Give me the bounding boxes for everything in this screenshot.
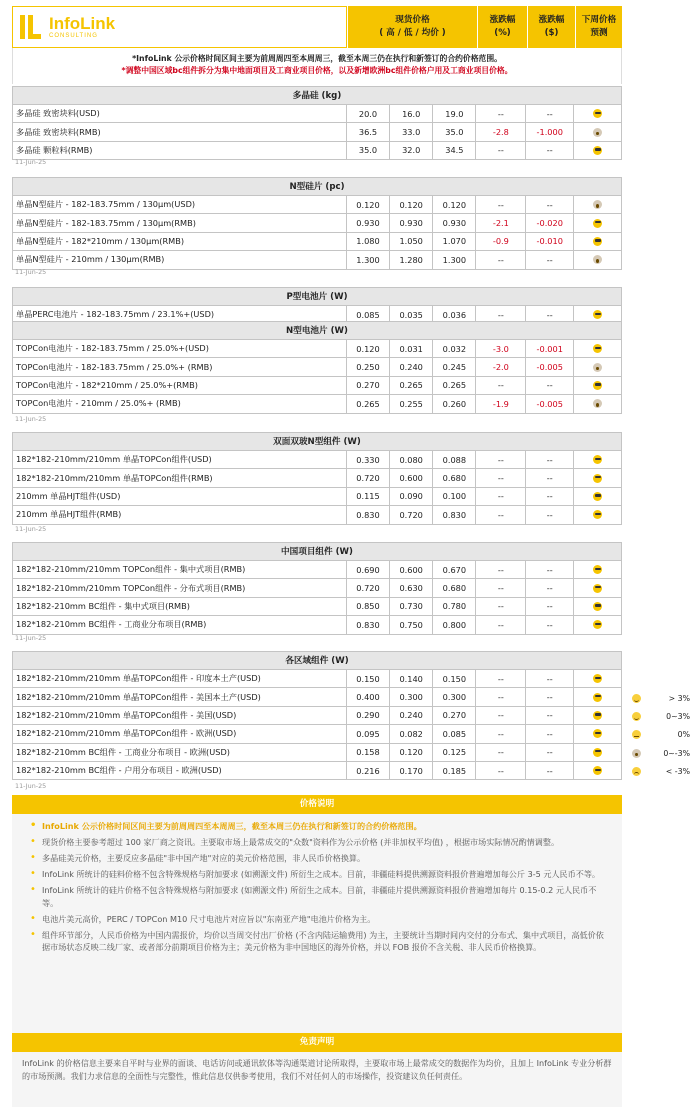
price-high: 0.930 [347,214,390,231]
price-avg: 0.245 [433,358,476,375]
explanation-item: • 组件环节部分，人民币价格为中国内需报价，均价以当周交付出厂价格 (不含内陆运输费用) 为主，主要统计当期时间内交付的分布式、集中式项目，高低价依据市场状态反映二线厂家、或者部分前期项目价格为主；美元价格为非中国地区的海外价格，并以 FOB 报价不含关税、非人民币价格换算。 [26,929,608,954]
price-low: 0.240 [390,707,433,724]
forecast-cell [574,579,621,596]
disclaimer [12,1033,622,1107]
table-row [12,688,622,706]
price-avg: 0.150 [433,670,476,687]
cool-face-icon [593,146,602,155]
table-row [12,725,622,743]
table-row [12,251,622,269]
table-row [12,616,622,634]
table-row [12,598,622,616]
price-high: 0.720 [347,469,390,486]
forecast-cell [574,598,621,615]
price-avg: 35.0 [433,123,476,140]
price-section [12,177,622,270]
brand-logo [12,6,347,48]
shock-face-icon [632,749,641,758]
product-name: 单晶PERC电池片 - 182-183.75mm / 23.1%+(USD) [13,306,347,323]
forecast-cell [574,488,621,505]
change-usd: -0.005 [526,395,574,412]
shock-face-icon [593,200,602,209]
section-title: 多晶硅 (kg) [12,86,622,105]
change-usd: -- [526,579,574,596]
forecast-cell [574,762,621,779]
price-avg: 0.270 [433,707,476,724]
change-usd: -- [526,670,574,687]
change-pct: -2.8 [476,123,526,140]
infolink-logo-icon [19,13,43,41]
forecast-cell [574,616,621,633]
forecast-cell [574,451,621,468]
product-name: 182*182-210mm BC组件 - 工商业分布项目(RMB) [13,616,347,633]
price-avg: 0.670 [433,561,476,578]
cool-face-icon [593,510,602,519]
change-pct: -- [476,725,526,742]
forecast-cell [574,506,621,523]
legend-item [632,744,692,762]
explanation-item: • InfoLink 所统计的硅片价格不包含特殊规格与附加要求 (如溯源文件) 所衍生之成本。目前，非疆硅片提供溯源资料报价普遍增加每片 0.15-0.2 元人民币不等。 [26,884,608,909]
price-low: 0.240 [390,358,433,375]
change-pct: -- [476,306,526,323]
table-row [12,142,622,160]
price-avg: 1.300 [433,251,476,268]
date-label: 11-Jun-25 [15,634,47,642]
price-avg: 0.265 [433,377,476,394]
price-section [12,321,622,414]
explanation-item: • InfoLink 所统计的硅料价格不包含特殊规格与附加要求 (如溯源文件) 所衍生之成本。目前，非疆硅料提供溯源资料报价普遍增加每公斤 3-5 元人民币不等。 [26,868,608,881]
price-low: 1.280 [390,251,433,268]
change-pct: -- [476,561,526,578]
product-name: 182*182-210mm BC组件 - 户用分布项目 - 欧洲(USD) [13,762,347,779]
price-avg: 0.032 [433,340,476,357]
price-avg: 0.830 [433,506,476,523]
change-usd: -- [526,488,574,505]
change-usd: -- [526,196,574,213]
table-row [12,233,622,251]
table-row [12,670,622,688]
cool-face-icon [593,693,602,702]
product-name: TOPCon电池片 - 182-183.75mm / 25.0%+ (RMB) [13,358,347,375]
price-section [12,86,622,160]
forecast-legend [632,689,692,781]
section-title: N型电池片 (W) [12,321,622,340]
price-high: 0.158 [347,744,390,761]
change-usd: -0.001 [526,340,574,357]
price-avg: 0.120 [433,196,476,213]
product-name: 182*182-210mm/210mm 单晶TOPCon组件(RMB) [13,469,347,486]
forecast-cell [574,251,621,268]
price-low: 33.0 [390,123,433,140]
forecast-cell [574,358,621,375]
change-pct: -- [476,451,526,468]
explanation-item: • InfoLink 公示价格时间区间主要为前周周四至本周周三，截至本周三仍在执行和新签订的合约价格范围。 [26,820,608,833]
price-low: 0.031 [390,340,433,357]
price-high: 0.330 [347,451,390,468]
price-avg: 0.036 [433,306,476,323]
price-low: 0.300 [390,688,433,705]
price-low: 1.050 [390,233,433,250]
table-row [12,469,622,487]
price-high: 36.5 [347,123,390,140]
price-avg: 0.680 [433,469,476,486]
price-low: 0.600 [390,469,433,486]
header-change-usd: 涨跌幅 ($) [527,6,575,48]
note-line-2: *调整中国区域bc组件拆分为集中地面项目及工商业项目价格，以及新增欧洲bc组件价格户用及工商业项目价格。 [121,66,513,76]
change-pct: -- [476,744,526,761]
price-low: 16.0 [390,105,433,122]
cool-face-icon [593,729,602,738]
forecast-cell [574,196,621,213]
forecast-cell [574,670,621,687]
price-low: 0.265 [390,377,433,394]
price-high: 0.120 [347,340,390,357]
cool-face-icon [593,310,602,319]
price-avg: 19.0 [433,105,476,122]
table-row [12,561,622,579]
price-low: 0.120 [390,744,433,761]
forecast-cell [574,105,621,122]
product-name: 多晶硅 颗粒料(RMB) [13,142,347,159]
price-avg: 0.185 [433,762,476,779]
change-usd: -- [526,616,574,633]
disclaimer-text: InfoLink 的价格信息主要来自平时与业界的面谈、电话访问或通讯软体等沟通渠道讨论所取得，主要取市场上最常成交的数据作为均价，且加上 InfoLink 专业分析群的市场预测。我们力求信息的全面性与完整性，惟此信息仅供参考使用，我们不对任何人的市场操作，投资建议负任何责任。 [22,1058,612,1081]
price-avg: 1.070 [433,233,476,250]
sad-face-icon [632,767,641,776]
table-row [12,105,622,123]
cool-face-icon [593,674,602,683]
price-high: 0.830 [347,506,390,523]
table-row [12,395,622,413]
price-high: 20.0 [347,105,390,122]
price-high: 0.216 [347,762,390,779]
forecast-cell [574,469,621,486]
product-name: 182*182-210mm BC组件 - 集中式项目(RMB) [13,598,347,615]
change-usd: -- [526,725,574,742]
price-avg: 0.100 [433,488,476,505]
price-low: 0.730 [390,598,433,615]
price-explanation [12,795,622,1033]
legend-item [632,763,692,781]
table-row [12,451,622,469]
change-pct: -- [476,579,526,596]
date-label: 11-Jun-25 [15,415,47,423]
price-avg: 0.780 [433,598,476,615]
explanation-title: 价格说明 [12,795,622,814]
cool-face-icon [593,584,602,593]
product-name: 182*182-210mm/210mm 单晶TOPCon组件 - 印度本土产(USD) [13,670,347,687]
change-usd: -- [526,744,574,761]
product-name: 182*182-210mm/210mm 单晶TOPCon组件 - 欧洲(USD) [13,725,347,742]
legend-item [632,707,692,725]
cool-face-icon [593,565,602,574]
change-usd: -- [526,306,574,323]
product-name: 182*182-210mm/210mm 单晶TOPCon组件(USD) [13,451,347,468]
product-name: 182*182-210mm BC组件 - 工商业分布项目 - 欧洲(USD) [13,744,347,761]
price-section [12,542,622,635]
table-row [12,340,622,358]
price-avg: 34.5 [433,142,476,159]
table-row [12,377,622,395]
change-pct: -- [476,251,526,268]
price-avg: 0.300 [433,688,476,705]
change-pct: -3.0 [476,340,526,357]
price-low: 0.630 [390,579,433,596]
section-title: 各区域组件 (W) [12,651,622,670]
cool-face-icon [593,620,602,629]
price-low: 0.090 [390,488,433,505]
change-usd: -0.005 [526,358,574,375]
price-section [12,287,622,324]
date-label: 11-Jun-25 [15,525,47,533]
section-title: 中国项目组件 (W) [12,542,622,561]
change-usd: -- [526,688,574,705]
table-row [12,196,622,214]
product-name: 多晶硅 致密块料(RMB) [13,123,347,140]
header-forecast: 下周价格 预测 [575,6,622,48]
product-name: 210mm 单晶HJT组件(USD) [13,488,347,505]
notes-banner [12,48,622,84]
cool-face-icon [593,492,602,501]
date-label: 11-Jun-25 [15,268,47,276]
table-row [12,707,622,725]
product-name: TOPCon电池片 - 182*210mm / 25.0%+(RMB) [13,377,347,394]
table-row [12,506,622,524]
forecast-cell [574,725,621,742]
product-name: 单晶N型硅片 - 210mm / 130μm(RMB) [13,251,347,268]
table-header [12,6,622,48]
legend-label: 0~-3% [663,748,690,758]
price-low: 0.170 [390,762,433,779]
legend-label: 0% [677,730,690,740]
disclaimer-title: 免责声明 [12,1033,622,1052]
change-usd: -- [526,451,574,468]
change-pct: -- [476,670,526,687]
date-label: 11-Jun-25 [15,782,47,790]
flat-face-icon [632,730,641,739]
change-usd: -- [526,707,574,724]
change-pct: -- [476,688,526,705]
forecast-cell [574,561,621,578]
change-pct: -- [476,762,526,779]
legend-item [632,726,692,744]
shock-face-icon [593,399,602,408]
price-high: 35.0 [347,142,390,159]
change-usd: -- [526,598,574,615]
price-avg: 0.125 [433,744,476,761]
price-high: 0.085 [347,306,390,323]
section-title: N型硅片 (pc) [12,177,622,196]
explanation-item: • 多晶硅美元价格，主要反应多晶硅"非中国产地"对应的美元价格范围，非人民币价格换算。 [26,852,608,865]
cool-face-icon [593,455,602,464]
cool-face-icon [593,219,602,228]
change-usd: -- [526,105,574,122]
change-pct: -- [476,707,526,724]
forecast-cell [574,123,621,140]
change-pct: -- [476,469,526,486]
brand-name: InfoLink [49,14,116,33]
product-name: 210mm 单晶HJT组件(RMB) [13,506,347,523]
price-low: 32.0 [390,142,433,159]
change-pct: -- [476,506,526,523]
change-usd: -- [526,762,574,779]
price-avg: 0.088 [433,451,476,468]
product-name: 多晶硅 致密块料(USD) [13,105,347,122]
price-low: 0.600 [390,561,433,578]
shock-face-icon [593,363,602,372]
product-name: 182*182-210mm/210mm 单晶TOPCon组件 - 美国(USD) [13,707,347,724]
cool-face-icon [593,109,602,118]
price-high: 0.250 [347,358,390,375]
price-high: 0.290 [347,707,390,724]
price-high: 0.830 [347,616,390,633]
change-pct: -- [476,105,526,122]
change-pct: -- [476,598,526,615]
forecast-cell [574,142,621,159]
forecast-cell [574,340,621,357]
price-high: 0.095 [347,725,390,742]
forecast-cell [574,214,621,231]
price-low: 0.082 [390,725,433,742]
table-row [12,762,622,780]
price-low: 0.930 [390,214,433,231]
change-usd: -- [526,469,574,486]
price-low: 0.255 [390,395,433,412]
date-label: 11-Jun-25 [15,158,47,166]
change-usd: -- [526,561,574,578]
forecast-cell [574,233,621,250]
price-low: 0.120 [390,196,433,213]
price-low: 0.035 [390,306,433,323]
cool-face-icon [593,381,602,390]
change-pct: -- [476,488,526,505]
product-name: 单晶N型硅片 - 182-183.75mm / 130μm(RMB) [13,214,347,231]
price-high: 0.115 [347,488,390,505]
explanation-item: • 现货价格主要参考超过 100 家厂商之资讯。主要取市场上最常成交的"众数"资料作为公示价格 (并非加权平均值) ，根据市场实际情况酌情调整。 [26,836,608,849]
price-high: 0.150 [347,670,390,687]
price-low: 0.750 [390,616,433,633]
price-low: 0.720 [390,506,433,523]
price-section [12,651,622,780]
cool-face-icon [593,602,602,611]
change-pct: -- [476,142,526,159]
forecast-cell [574,688,621,705]
product-name: TOPCon电池片 - 210mm / 25.0%+ (RMB) [13,395,347,412]
change-usd: -0.010 [526,233,574,250]
legend-item [632,689,692,707]
change-usd: -1.000 [526,123,574,140]
product-name: 单晶N型硅片 - 182-183.75mm / 130μm(USD) [13,196,347,213]
cool-face-icon [593,766,602,775]
forecast-cell [574,707,621,724]
change-pct: -0.9 [476,233,526,250]
explanation-list [12,814,622,954]
price-high: 0.690 [347,561,390,578]
change-pct: -- [476,616,526,633]
forecast-cell [574,744,621,761]
forecast-cell [574,395,621,412]
change-usd: -0.020 [526,214,574,231]
change-pct: -1.9 [476,395,526,412]
price-high: 0.270 [347,377,390,394]
product-name: 单晶N型硅片 - 182*210mm / 130μm(RMB) [13,233,347,250]
change-pct: -- [476,196,526,213]
cool-face-icon [593,711,602,720]
forecast-cell [574,377,621,394]
price-avg: 0.260 [433,395,476,412]
price-avg: 0.930 [433,214,476,231]
change-usd: -- [526,377,574,394]
product-name: TOPCon电池片 - 182-183.75mm / 25.0%+(USD) [13,340,347,357]
table-row [12,358,622,376]
price-high: 0.850 [347,598,390,615]
legend-label: < -3% [665,767,690,777]
smile-face-icon [632,712,641,721]
price-high: 0.120 [347,196,390,213]
header-change-pct: 涨跌幅 (%) [477,6,527,48]
cool-face-icon [593,344,602,353]
change-usd: -- [526,506,574,523]
change-usd: -- [526,251,574,268]
cool-face-icon [593,748,602,757]
shock-face-icon [593,255,602,264]
price-avg: 0.800 [433,616,476,633]
table-row [12,579,622,597]
change-pct: -2.1 [476,214,526,231]
cool-face-icon [593,474,602,483]
section-title: P型电池片 (W) [12,287,622,306]
change-usd: -- [526,142,574,159]
legend-label: 0~3% [666,712,690,722]
legend-label: > 3% [668,693,690,703]
smile-face-icon [632,694,641,703]
header-spot-price: 现货价格 ( 高 / 低 / 均价 ) [347,6,477,48]
price-low: 0.140 [390,670,433,687]
product-name: 182*182-210mm/210mm 单晶TOPCon组件 - 美国本土产(USD) [13,688,347,705]
change-pct: -- [476,377,526,394]
table-row [12,488,622,506]
price-avg: 0.085 [433,725,476,742]
change-pct: -2.0 [476,358,526,375]
table-row [12,214,622,232]
explanation-item: • 电池片美元高价，PERC / TOPCon M10 尺寸电池片对应旨以"东南亚产地"电池片价格为主。 [26,913,608,926]
note-line-1: *InfoLink 公示价格时间区间主要为前周周四至本周周三，截至本周三仍在执行和新签订的合约价格范围。 [132,54,502,63]
product-name: 182*182-210mm/210mm TOPCon组件 - 集中式项目(RMB) [13,561,347,578]
section-title: 双面双玻N型组件 (W) [12,432,622,451]
price-low: 0.080 [390,451,433,468]
price-section [12,432,622,525]
shock-face-icon [593,128,602,137]
product-name: 182*182-210mm/210mm TOPCon组件 - 分布式项目(RMB) [13,579,347,596]
price-high: 0.265 [347,395,390,412]
price-high: 0.400 [347,688,390,705]
brand-sub: CONSULTING [49,33,98,39]
table-row [12,744,622,762]
table-row [12,123,622,141]
cool-face-icon [593,237,602,246]
price-high: 1.080 [347,233,390,250]
price-high: 1.300 [347,251,390,268]
price-high: 0.720 [347,579,390,596]
price-avg: 0.680 [433,579,476,596]
